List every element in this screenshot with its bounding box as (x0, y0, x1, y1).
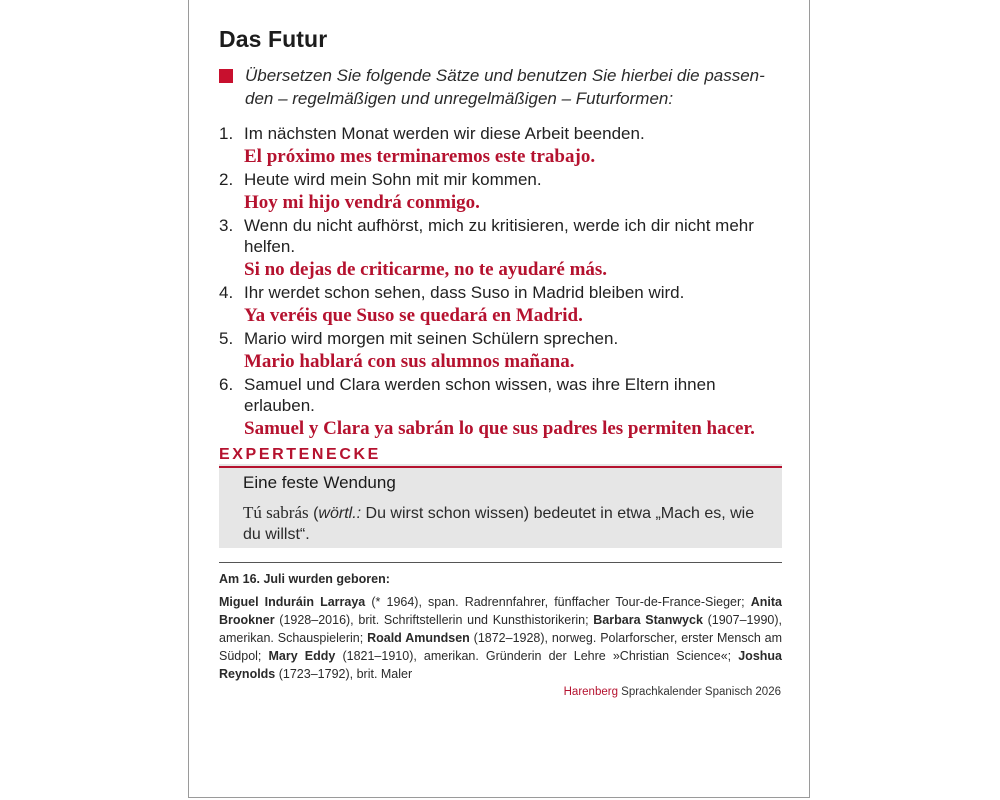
person-detail: (1872–1928), norweg. Polarforscher, erster Mensch am Südpol; (219, 631, 782, 663)
spanish-phrase: Tú sabrás (243, 503, 309, 522)
exercise-item (219, 328, 789, 374)
expert-corner-box (219, 464, 782, 548)
spanish-answer: Ya veréis que Suso se quedará en Madrid. (244, 305, 583, 326)
person-detail: (1821–1910), amerikan. Gründerin der Lehre »Christian Science«; (335, 649, 739, 663)
person-detail: (1907–1990), amerikan. Schauspielerin; (219, 613, 782, 645)
exercise-number: 6. (219, 375, 234, 394)
german-sentence: Im nächsten Monat werden wir diese Arbeit beenden. (244, 124, 645, 143)
expert-explanation: Du wirst schon wissen) bedeutet in etwa „Mach es, wie du willst“. (243, 505, 755, 543)
spanish-answer: Mario hablará con sus alumnos mañana. (244, 351, 575, 372)
section-divider (219, 562, 782, 563)
exercise-number: 4. (219, 283, 234, 302)
instruction (219, 64, 789, 110)
exercise-number: 3. (219, 216, 234, 235)
spanish-answer: Hoy mi hijo vendrá conmigo. (244, 192, 480, 213)
publisher-footer (564, 686, 781, 698)
person-name: Roald Amundsen (367, 631, 470, 645)
instruction-text: Übersetzen Sie folgende Sätze und benutzen Sie hierbei die passen-den – regelmäßigen und unregelmäßigen – Futurformen: (245, 66, 765, 108)
german-sentence: Ihr werdet schon sehen, dass Suso in Madrid bleiben wird. (244, 283, 685, 302)
person-name: Barbara Stanwyck (593, 613, 703, 627)
exercise-number: 5. (219, 329, 234, 348)
red-square-bullet-icon (219, 69, 233, 83)
expert-subtitle: Eine feste Wendung (243, 473, 396, 492)
page-title: Das Futur (219, 26, 328, 52)
german-sentence: Wenn du nicht aufhörst, mich zu kritisieren, werde ich dir nicht mehr helfen. (244, 216, 754, 256)
spanish-answer: El próximo mes terminaremos este trabajo. (244, 146, 596, 167)
exercise-item (219, 374, 789, 441)
birthdays-section (219, 570, 782, 683)
exercise-number: 2. (219, 170, 234, 189)
publisher-brand: Harenberg (563, 686, 618, 698)
person-detail: (1723–1792), brit. Maler (275, 667, 413, 681)
exercise-list (219, 123, 789, 441)
birthdays-text (219, 593, 782, 683)
person-name: Joshua Reynolds (219, 649, 782, 681)
german-sentence: Samuel und Clara werden schon wissen, was ihre Eltern ihnen erlauben. (244, 375, 716, 415)
spanish-answer: Si no dejas de criticarme, no te ayudaré más. (244, 259, 608, 280)
open-parenthesis: ( (308, 505, 319, 522)
person-detail: (* 1964), span. Radrennfahrer, fünffacher Tour-de-France-Sieger; (365, 595, 751, 609)
literal-label: wörtl.: (318, 505, 362, 522)
person-name: Anita Brookner (219, 595, 782, 627)
exercise-item (219, 123, 789, 169)
person-detail: (1928–2016), brit. Schriftstellerin und Kunsthistorikerin; (274, 613, 594, 627)
german-sentence: Heute wird mein Sohn mit mir kommen. (244, 170, 542, 189)
calendar-page (188, 0, 810, 798)
exercise-item (219, 215, 789, 282)
expert-corner-title: EXPERTENECKE (219, 446, 381, 463)
birthdays-heading: Am 16. Juli wurden geboren: (219, 572, 390, 586)
publisher-text: Sprachkalender Spanisch 2026 (617, 686, 781, 698)
person-name: Mary Eddy (268, 649, 336, 663)
spanish-answer: Samuel y Clara ya sabrán lo que sus padres les permiten hacer. (244, 418, 755, 439)
exercise-number: 1. (219, 124, 234, 143)
german-sentence: Mario wird morgen mit seinen Schülern sprechen. (244, 329, 619, 348)
person-name: Miguel Induráin Larraya (219, 595, 366, 609)
expert-corner-rule (219, 466, 782, 468)
expert-text (243, 502, 770, 545)
exercise-item (219, 169, 789, 215)
exercise-item (219, 282, 789, 328)
